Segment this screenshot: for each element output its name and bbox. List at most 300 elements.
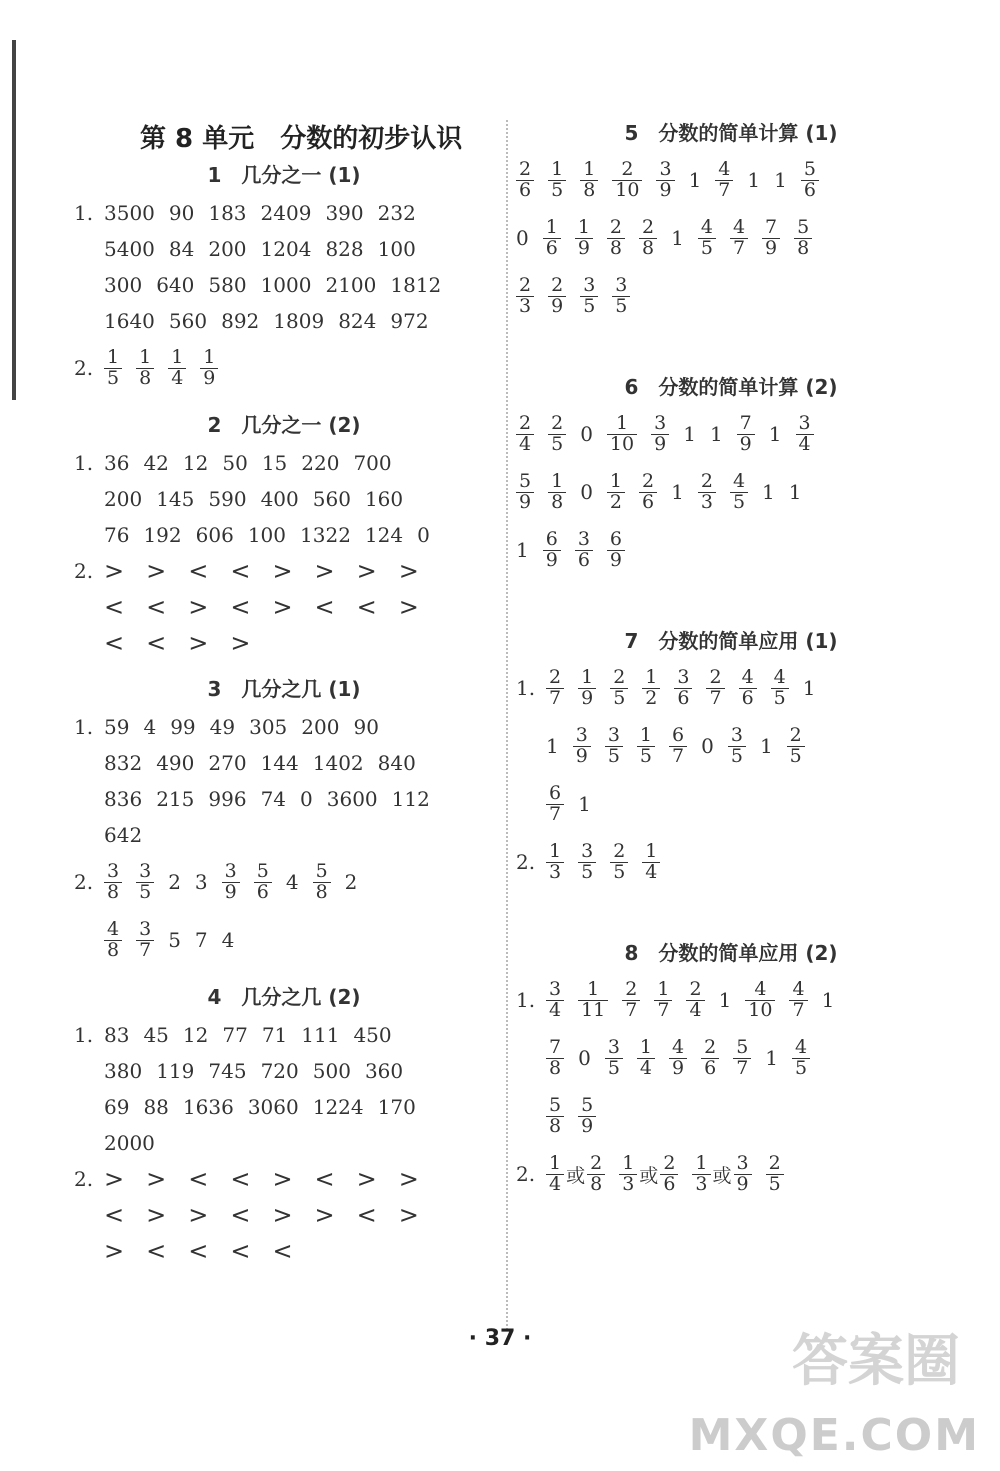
answer-item: $\frac{1}{9}$ (575, 218, 593, 259)
answer-item: 170 (377, 1095, 416, 1119)
answer-section (74, 982, 494, 1268)
answer-item: 270 (208, 751, 247, 775)
answer-item: $\frac{4}{7}$ (789, 980, 807, 1021)
answer-item: 200 (104, 487, 143, 511)
answer-item: 42 (143, 451, 169, 475)
answer-item: 3600 (326, 787, 378, 811)
answer-row (516, 1146, 946, 1202)
answer-item: 15 (261, 451, 288, 475)
answer-item: > (356, 1165, 377, 1193)
answer-item: $\frac{4}{5}$ (730, 472, 748, 513)
answer-item: < (230, 1165, 251, 1193)
answer-item: 160 (364, 487, 404, 511)
answer-item: 828 (325, 237, 364, 261)
answer-item: 1 (683, 422, 696, 446)
answer-item: $\frac{1}{7}$ (654, 980, 672, 1021)
answer-item: 4 (143, 715, 157, 739)
answer-item: 745 (208, 1059, 247, 1083)
answer-section (516, 118, 946, 324)
answer-item: < (356, 1201, 377, 1229)
answer-row (516, 464, 946, 520)
answer-item: 4 (285, 870, 299, 894)
answer-item: > (356, 557, 377, 585)
answer-item: < (104, 593, 125, 621)
answer-item: 76 (104, 523, 130, 547)
answer-item: $\frac{5}{9}$ (578, 1096, 596, 1137)
answer-item: $\frac{2}{3}$ (698, 472, 716, 513)
answer-item: 1204 (260, 237, 312, 261)
answer-item: 71 (261, 1023, 288, 1047)
answer-item: 700 (353, 451, 392, 475)
answer-item: 1402 (312, 751, 364, 775)
question-number: 1. (74, 201, 94, 225)
answer-item: > (314, 1201, 335, 1229)
answer-item: 1322 (300, 523, 351, 547)
answer-item: $\frac{3}{5}$ (580, 276, 598, 317)
answer-item: $\frac{5}{6}$ (801, 160, 819, 201)
answer-item: $\frac{2}{5}$ (610, 668, 628, 709)
question-number: 2. (74, 1167, 94, 1191)
answer-item: $\frac{1}{9}$ (578, 668, 596, 709)
section-heading: 3 几分之几 (1) (207, 677, 361, 701)
answer-item: 1 (709, 422, 723, 446)
answer-row (516, 718, 946, 774)
answer-item: 220 (301, 451, 340, 475)
answer-item: > (104, 1165, 125, 1193)
answer-item: 74 (260, 787, 287, 811)
answer-item: $\frac{2}{8}$ (607, 218, 625, 259)
answer-item: > (188, 593, 209, 621)
answer-item: $\frac{4}{7}$ (715, 160, 733, 201)
answer-item: $\frac{4}{8}$ (104, 920, 122, 961)
answer-item: 2 (344, 870, 358, 894)
answer-item: $\frac{6}{9}$ (607, 530, 625, 571)
answer-item: $\frac{1}{3}$ 或 $\frac{2}{6}$ (619, 1154, 678, 1195)
answer-item: 3500 (104, 201, 155, 225)
answer-section (74, 160, 494, 396)
answer-row (74, 268, 494, 302)
answer-item: $\frac{2}{5}$ (610, 842, 628, 883)
answer-item: $\frac{1}{9}$ (200, 348, 218, 389)
answer-row (516, 1088, 946, 1144)
answer-item: 1 (774, 168, 787, 192)
answer-item: $\frac{2}{7}$ (546, 668, 564, 709)
answer-item: 36 (104, 451, 130, 475)
answer-item: 1 (671, 226, 684, 250)
answer-item: 642 (104, 823, 143, 847)
answer-item: 5400 (104, 237, 155, 261)
answer-item: $\frac{6}{7}$ (669, 726, 687, 767)
answer-item: 390 (325, 201, 364, 225)
answer-item: $\frac{2}{6}$ (516, 160, 534, 201)
question-number: 2. (74, 559, 94, 583)
answer-item: 124 (364, 523, 404, 547)
answer-item: 3 (194, 870, 208, 894)
answer-item: 4 (221, 928, 235, 952)
answer-item: 1 (768, 422, 782, 446)
question-number: 1. (74, 715, 94, 739)
answer-item: $\frac{1}{4}$ 或 $\frac{2}{8}$ (546, 1154, 605, 1195)
answer-item: $\frac{5}{8}$ (313, 862, 331, 903)
answer-item: $\frac{1}{11}$ (578, 980, 608, 1021)
section-heading: 7 分数的简单应用 (1) (624, 629, 838, 653)
answer-item: $\frac{2}{3}$ (516, 276, 534, 317)
answer-section (74, 410, 494, 660)
answer-item: 83 (104, 1023, 130, 1047)
answer-item: 1000 (260, 273, 312, 297)
answer-item: > (398, 1165, 419, 1193)
answer-item: $\frac{4}{6}$ (739, 668, 757, 709)
answer-row (516, 1030, 946, 1086)
answer-item: $\frac{1}{2}$ (607, 472, 625, 513)
answer-item: $\frac{2}{5}$ (548, 414, 566, 455)
answer-item: 45 (143, 1023, 169, 1047)
answer-item: 88 (143, 1095, 169, 1119)
answer-item: 1 (821, 988, 835, 1012)
answer-item: $\frac{2}{7}$ (706, 668, 724, 709)
answer-item: < (230, 1237, 251, 1265)
answer-item: $\frac{4}{5}$ (771, 668, 789, 709)
answer-item: 400 (260, 487, 299, 511)
answer-item: $\frac{7}{9}$ (737, 414, 755, 455)
answer-row (74, 482, 494, 516)
question-number: 1. (516, 988, 536, 1012)
question-number: 2. (516, 850, 536, 874)
watermark: MXQE.COM (688, 1410, 980, 1461)
answer-item: $\frac{1}{4}$ (637, 1038, 655, 1079)
answer-row (74, 1018, 494, 1052)
answer-item: $\frac{3}{5}$ (578, 842, 596, 883)
answer-item: $\frac{1}{8}$ (548, 472, 566, 513)
answer-row (74, 1234, 494, 1268)
answer-item: 300 (104, 273, 143, 297)
answer-item: 580 (208, 273, 247, 297)
answer-item: < (146, 593, 167, 621)
answer-row (516, 660, 946, 716)
answer-item: 59 (104, 715, 130, 739)
answer-item: $\frac{2}{5}$ (787, 726, 805, 767)
answer-item: $\frac{1}{3}$ 或 $\frac{3}{9}$ (692, 1154, 751, 1195)
answer-item: 200 (208, 237, 247, 261)
answer-item: 1 (762, 480, 775, 504)
answer-item: $\frac{3}{6}$ (575, 530, 593, 571)
answer-row (74, 626, 494, 660)
section-heading: 4 几分之几 (2) (207, 985, 361, 1009)
answer-item: 590 (208, 487, 247, 511)
answer-item: $\frac{1}{8}$ (580, 160, 598, 201)
answer-row (516, 776, 946, 832)
answer-item: $\frac{1}{4}$ (642, 842, 660, 883)
answer-item: $\frac{1}{5}$ (637, 726, 655, 767)
answer-item: 840 (377, 751, 416, 775)
question-number: 2. (516, 1162, 536, 1186)
answer-item: < (314, 1165, 335, 1193)
answer-item: 111 (301, 1023, 340, 1047)
answer-item: 0 (580, 480, 593, 504)
answer-row (516, 406, 946, 462)
answer-item: 1 (759, 734, 773, 758)
answer-item: $\frac{2}{6}$ (639, 472, 657, 513)
answer-item: $\frac{2}{9}$ (548, 276, 566, 317)
answer-item: 5 (168, 928, 181, 952)
answer-item: 112 (391, 787, 430, 811)
answer-item: $\frac{3}{5}$ (605, 726, 623, 767)
answer-item: < (188, 557, 209, 585)
answer-item: 200 (301, 715, 340, 739)
answer-row (74, 196, 494, 230)
answer-item: $\frac{1}{2}$ (642, 668, 660, 709)
answer-item: $\frac{3}{8}$ (104, 862, 122, 903)
answer-row (74, 1162, 494, 1196)
answer-item: 996 (208, 787, 247, 811)
answer-row (74, 1126, 494, 1160)
answer-item: 144 (260, 751, 299, 775)
answer-item: $\frac{5}{8}$ (546, 1096, 564, 1137)
answer-item: < (230, 1201, 251, 1229)
answer-item: $\frac{3}{4}$ (796, 414, 814, 455)
answer-item: 0 (300, 787, 313, 811)
answer-item: 7 (194, 928, 208, 952)
answer-item: $\frac{3}{9}$ (656, 160, 674, 201)
answer-item: < (146, 1237, 167, 1265)
answer-item: $\frac{5}{9}$ (516, 472, 534, 513)
answer-item: 49 (209, 715, 236, 739)
answer-item: 1 (802, 676, 816, 700)
answer-item: $\frac{1}{5}$ (104, 348, 122, 389)
answer-item: $\frac{7}{8}$ (546, 1038, 564, 1079)
answer-row (74, 340, 494, 396)
answer-row (74, 1090, 494, 1124)
answer-item: $\frac{7}{9}$ (762, 218, 780, 259)
answer-row (74, 710, 494, 744)
answer-item: < (314, 593, 335, 621)
answer-item: 12 (182, 1023, 209, 1047)
answer-item: 3060 (247, 1095, 299, 1119)
answer-item: 0 (580, 422, 593, 446)
answer-item: < (188, 1165, 209, 1193)
left-column (74, 160, 494, 1282)
answer-item: > (398, 557, 419, 585)
answer-item: $\frac{5}{7}$ (733, 1038, 751, 1079)
section-heading: 8 分数的简单应用 (2) (624, 941, 838, 965)
answer-item: 380 (104, 1059, 143, 1083)
answer-item: 1636 (182, 1095, 234, 1119)
answer-item: $\frac{3}{9}$ (222, 862, 240, 903)
answer-item: 0 (701, 734, 714, 758)
answer-item: 0 (578, 1046, 591, 1070)
answer-section (516, 372, 946, 578)
answer-item: 560 (168, 309, 208, 333)
answer-item: $\frac{5}{6}$ (254, 862, 272, 903)
answer-item: < (230, 593, 251, 621)
answer-item: 2000 (104, 1131, 155, 1155)
answer-item: < (104, 629, 125, 657)
answer-item: $\frac{3}{9}$ (651, 414, 669, 455)
answer-item: > (104, 557, 125, 585)
answer-item: < (188, 1237, 209, 1265)
answer-item: 215 (156, 787, 195, 811)
answer-item: > (188, 629, 209, 657)
answer-item: > (272, 1201, 293, 1229)
answer-item: $\frac{5}{8}$ (794, 218, 812, 259)
answer-item: > (146, 1201, 167, 1229)
answer-item: 832 (104, 751, 143, 775)
answer-item: 1640 (104, 309, 155, 333)
answer-item: $\frac{4}{7}$ (730, 218, 748, 259)
answer-item: 192 (143, 523, 182, 547)
answer-item: 12 (182, 451, 209, 475)
question-number: 1. (74, 451, 94, 475)
answer-row (74, 590, 494, 624)
answer-item: > (398, 1201, 419, 1229)
answer-row (74, 446, 494, 480)
page-number: · 37 · (468, 1326, 532, 1351)
answer-item: 305 (249, 715, 288, 739)
answer-item: > (272, 593, 293, 621)
answer-section (516, 938, 946, 1202)
answer-row (516, 972, 946, 1028)
answer-item: $\frac{3}{9}$ (573, 726, 591, 767)
answer-item: 77 (222, 1023, 248, 1047)
answer-item: 1812 (390, 273, 442, 297)
answer-row (74, 554, 494, 588)
watermark-logo: 答案圈 (792, 1329, 960, 1394)
answer-item: > (104, 1237, 125, 1265)
answer-item: 69 (104, 1095, 130, 1119)
answer-row (74, 746, 494, 780)
answer-row (516, 834, 946, 890)
answer-item: 100 (377, 237, 416, 261)
answer-item: 560 (312, 487, 351, 511)
answer-row (74, 1054, 494, 1088)
answer-item: 90 (168, 201, 195, 225)
answer-item: 500 (312, 1059, 351, 1083)
answer-row (516, 268, 946, 324)
answer-item: > (146, 1165, 167, 1193)
answer-item: $\frac{3}{5}$ (605, 1038, 623, 1079)
answer-item: $\frac{6}{7}$ (546, 784, 564, 825)
answer-row (74, 782, 494, 816)
answer-item: 972 (390, 309, 429, 333)
answer-row (74, 304, 494, 338)
answer-item: 836 (104, 787, 143, 811)
section-heading: 6 分数的简单计算 (2) (624, 375, 838, 399)
answer-item: 145 (156, 487, 195, 511)
answer-item: 892 (221, 309, 260, 333)
answer-item: $\frac{3}{5}$ (136, 862, 154, 903)
answer-item: $\frac{2}{7}$ (622, 980, 640, 1021)
answer-item: 0 (417, 523, 430, 547)
answer-item: < (146, 629, 167, 657)
answer-item: 50 (222, 451, 248, 475)
answer-item: 1 (788, 480, 802, 504)
answer-item: $\frac{3}{4}$ (546, 980, 564, 1021)
question-number: 1. (516, 676, 536, 700)
answer-item: < (356, 593, 377, 621)
answer-item: > (314, 557, 335, 585)
binding-edge (12, 40, 16, 400)
answer-item: 183 (208, 201, 247, 225)
answer-item: 1 (546, 734, 559, 758)
answer-item: $\frac{1}{8}$ (136, 348, 154, 389)
answer-row (74, 854, 494, 910)
answer-item: 1 (516, 538, 529, 562)
answer-item: $\frac{2}{10}$ (612, 160, 642, 201)
answer-row (516, 522, 946, 578)
answer-item: $\frac{3}{5}$ (728, 726, 746, 767)
right-column (516, 118, 946, 1250)
answer-item: $\frac{4}{9}$ (669, 1038, 687, 1079)
answer-item: 2100 (325, 273, 377, 297)
answer-item: 99 (170, 715, 196, 739)
answer-item: 824 (338, 309, 377, 333)
answer-item: $\frac{1}{5}$ (548, 160, 566, 201)
answer-item: $\frac{6}{9}$ (543, 530, 561, 571)
answer-item: > (230, 629, 251, 657)
question-number: 1. (74, 1023, 94, 1047)
answer-item: 1809 (273, 309, 325, 333)
answer-item: $\frac{1}{3}$ (546, 842, 564, 883)
answer-row (74, 818, 494, 852)
answer-item: $\frac{3}{5}$ (612, 276, 630, 317)
section-heading: 2 几分之一 (2) (207, 413, 361, 437)
answer-row (74, 1198, 494, 1232)
answer-item: > (398, 593, 419, 621)
answer-item: 100 (247, 523, 287, 547)
answer-item: < (104, 1201, 125, 1229)
page-title: 第 8 单元 分数的初步认识 (140, 124, 463, 154)
answer-item: < (230, 557, 251, 585)
answer-item: 84 (168, 237, 195, 261)
answer-item: $\frac{1}{4}$ (168, 348, 186, 389)
column-divider (506, 120, 508, 1330)
answer-item: 1 (747, 168, 761, 192)
answer-item: $\frac{4}{5}$ (792, 1038, 810, 1079)
answer-item: 490 (156, 751, 195, 775)
answer-item: 640 (156, 273, 195, 297)
answer-item: $\frac{4}{10}$ (745, 980, 775, 1021)
answer-item: $\frac{2}{4}$ (516, 414, 534, 455)
answer-item: $\frac{1}{6}$ (543, 218, 561, 259)
answer-row (516, 210, 946, 266)
answer-item: 450 (353, 1023, 392, 1047)
answer-section (516, 626, 946, 890)
answer-item: 360 (364, 1059, 404, 1083)
question-number: 2. (74, 870, 94, 894)
answer-item: 606 (195, 523, 234, 547)
answer-item: 1 (765, 1046, 779, 1070)
answer-item: 1 (688, 168, 702, 192)
answer-item: $\frac{2}{4}$ (686, 980, 704, 1021)
answer-item: $\frac{3}{6}$ (674, 668, 692, 709)
answer-item: $\frac{1}{10}$ (607, 414, 637, 455)
answer-item: > (272, 557, 293, 585)
answer-row (74, 232, 494, 266)
answer-item: 1 (718, 988, 732, 1012)
answer-item: 2 (168, 870, 181, 894)
question-number: 2. (74, 356, 94, 380)
answer-item: 1 (578, 792, 591, 816)
answer-item: > (146, 557, 167, 585)
answer-item: > (188, 1201, 209, 1229)
answer-item: 720 (260, 1059, 299, 1083)
section-heading: 1 几分之一 (1) (207, 163, 361, 187)
answer-item: 119 (156, 1059, 195, 1083)
answer-item: $\frac{2}{6}$ (701, 1038, 719, 1079)
answer-item: 1224 (312, 1095, 364, 1119)
section-heading: 5 分数的简单计算 (1) (624, 121, 838, 145)
answer-item: 2409 (260, 201, 312, 225)
